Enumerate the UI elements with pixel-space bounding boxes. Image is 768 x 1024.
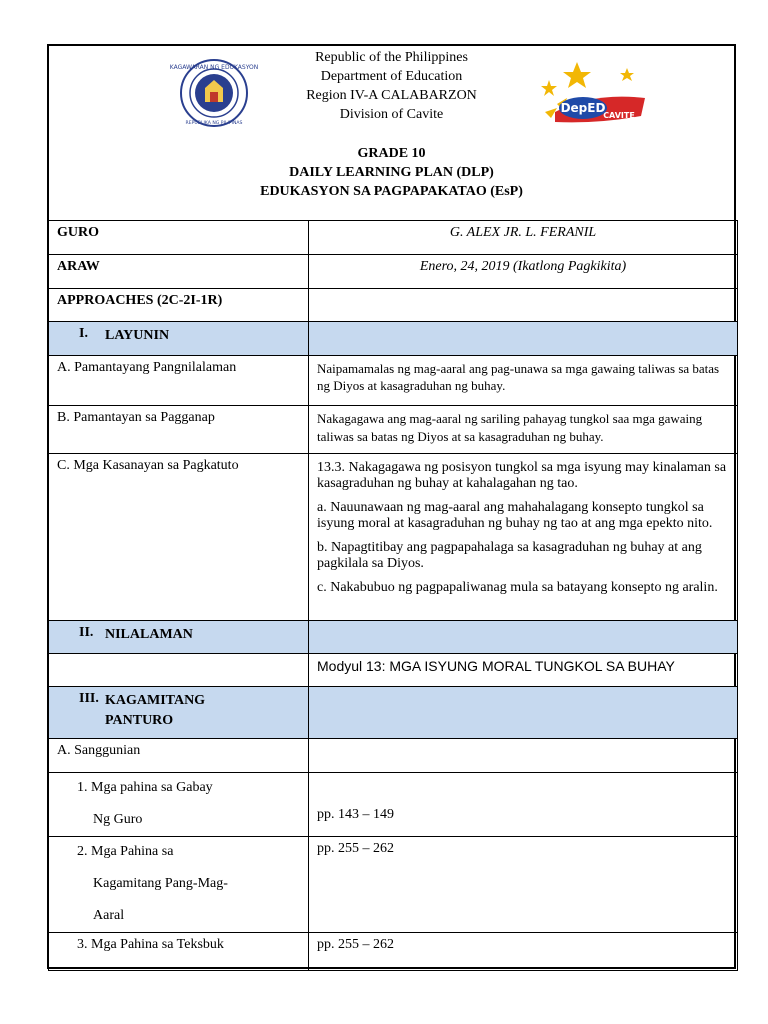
table-row-section-layunin [49, 322, 738, 356]
section-title: NILALAMAN [105, 627, 193, 642]
section-title: LAYUNIN [105, 328, 170, 343]
header-division: Division of Cavite [339, 107, 444, 122]
kasanayan-item-a: a. Nauunawaan ng mag-aaral ang mahahalagang konsepto tungkol sa isyung moral at kasagraduhan ng buhay ng tao at ang mga epekto nito. [317, 500, 713, 531]
guro-value: G. ALEX JR. L. FERANIL [309, 221, 738, 255]
modyul-label-blank [49, 654, 309, 687]
item2-value: pp. 255 – 262 [309, 837, 738, 933]
table-row-gabay-ng-guro [49, 773, 738, 837]
kasanayan-item-b: b. Napagtitibay ang pagpapahalaga sa kasagraduhan ng buhay at ang pagkilala sa Diyos. [317, 540, 702, 571]
item1-value: pp. 143 – 149 [309, 773, 738, 837]
row-b-value: Nakagagawa ang mag-aaral ng sariling pahayag tungkol saa mga gawaing taliwas sa batas ng Diyos at sa kasagraduhan ng buhay. [309, 406, 738, 454]
document-header [49, 46, 734, 222]
row-c-label: C. Mga Kasanayan sa Pagkatuto [49, 454, 309, 621]
header-department: Department of Education [320, 69, 463, 84]
header-republic: Republic of the Philippines [315, 50, 468, 65]
table-row-sanggunian [49, 739, 738, 773]
lesson-plan-table [48, 220, 738, 971]
seal-bottom-text: REPUBLIKA NG PILIPINAS [185, 121, 243, 126]
section-nilalaman-heading [49, 621, 309, 654]
section-title: KAGAMITANG PANTURO [105, 693, 206, 728]
table-row-guro [49, 221, 738, 255]
table-row-modyul [49, 654, 738, 687]
deped-cavite-logo-icon [537, 58, 649, 132]
kasanayan-item-c: c. Nakabubuo ng pagpapaliwanag mula sa batayang konsepto ng aralin. [317, 580, 718, 595]
section-kagamitang-blank [309, 687, 738, 739]
deped-logo-sub: CAVITE [603, 111, 635, 120]
section-kagamitang-heading [49, 687, 309, 739]
header-dlp-title: DAILY LEARNING PLAN (DLP) [289, 165, 494, 180]
modyul-value: Modyul 13: MGA ISYUNG MORAL TUNGKOL SA BUHAY [309, 654, 738, 687]
section-nilalaman-blank [309, 621, 738, 654]
table-row-kagamitang-pang-mag-aaral [49, 837, 738, 933]
section-layunin-heading [49, 322, 309, 356]
approaches-label: APPROACHES (2C-2I-1R) [49, 289, 309, 322]
kasanayan-objective: 13.3. Nakagagawa ng posisyon tungkol sa mga isyung may kinalaman sa kasagraduhan ng buhay at kahalagahan ng tao. [317, 460, 727, 491]
row-b-label: B. Pamantayan sa Pagganap [49, 406, 309, 454]
section-number: I. [79, 326, 88, 341]
table-row-teksbuk [49, 933, 738, 971]
table-row-araw [49, 255, 738, 289]
approaches-value [309, 289, 738, 322]
item3-value: pp. 255 – 262 [309, 933, 738, 971]
header-subject: EDUKASYON SA PAGPAPAKATAO (EsP) [260, 184, 523, 199]
section-layunin-blank [309, 322, 738, 356]
sanggunian-blank [309, 739, 738, 773]
table-row-pamantayang-pangnilalaman [49, 356, 738, 406]
item1-label: 1. Mga pahina sa Gabay Ng Guro [49, 773, 309, 837]
table-row-pamantayan-sa-pagganap [49, 406, 738, 454]
table-row-section-nilalaman [49, 621, 738, 654]
document-frame [47, 44, 736, 969]
araw-value: Enero, 24, 2019 (Ikatlong Pagkikita) [309, 255, 738, 289]
deped-logo-text: DepED [560, 101, 606, 115]
item2-label: 2. Mga Pahina sa Kagamitang Pang-Mag- Aaral [49, 837, 309, 933]
row-a-value: Naipamamalas ng mag-aaral ang pag-unawa sa mga gawaing taliwas sa batas ng Diyos at kasagraduhan ng buhay. [309, 356, 738, 406]
guro-label: GURO [49, 221, 309, 255]
section-number: II. [79, 625, 94, 640]
row-c-value [309, 454, 738, 621]
header-region: Region IV-A CALABARZON [306, 88, 477, 103]
table-row-section-kagamitang-panturo [49, 687, 738, 739]
section-number: III. [79, 691, 99, 706]
header-grade: GRADE 10 [357, 146, 426, 161]
table-row-kasanayan [49, 454, 738, 621]
item3-label: 3. Mga Pahina sa Teksbuk [49, 933, 309, 971]
araw-label: ARAW [49, 255, 309, 289]
row-a-label: A. Pamantayang Pangnilalaman [49, 356, 309, 406]
seal-top-text: KAGAWARAN NG EDUKASYON [169, 64, 259, 71]
table-row-approaches [49, 289, 738, 322]
sanggunian-label: A. Sanggunian [49, 739, 309, 773]
